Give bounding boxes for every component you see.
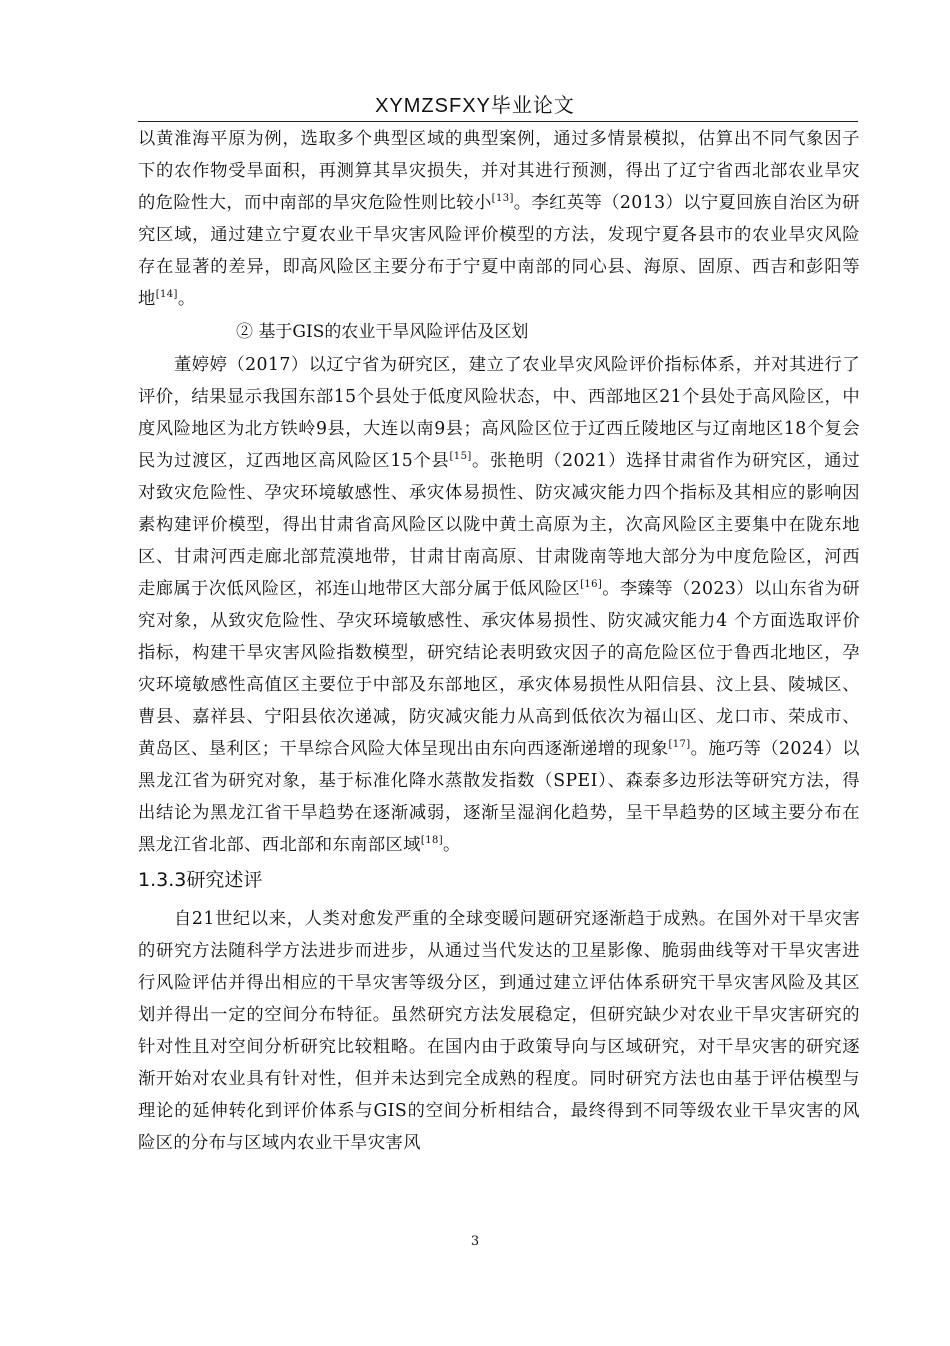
- section-number: 1.3.3: [138, 869, 187, 891]
- citation-ref: [18]: [420, 835, 444, 847]
- section-heading: [138, 863, 860, 897]
- page-body: [138, 123, 860, 1159]
- paragraph-gis-studies: [138, 349, 860, 861]
- header-divider: [138, 121, 858, 122]
- paragraph-text: 。施巧等（2024）以黑龙江省为研究对象，基于标准化降水蒸散发指数（SPEI）、森泰多边形法等研究方法，得出结论为黑龙江省干旱趋势在逐渐减弱，逐渐呈湿润化趋势，呈干旱趋势的区域主要分布在黑龙江省北部、西北部和东南部区域: [138, 739, 860, 855]
- citation-ref: [14]: [155, 289, 178, 301]
- paragraph-text: 以黄淮海平原为例，选取多个典型区域的典型案例，通过多情景模拟，估算出不同气象因子下的农作物受旱面积，再测算其旱灾损失，并对其进行预测，得出了辽宁省西北部农业旱灾的危险性大，而中南部的旱灾危险性则比较小: [138, 129, 860, 213]
- paragraph-text: 董婷婷（2017）以辽宁省为研究区，建立了农业旱灾风险评价指标体系，并对其进行了评价，结果显示我国东部15个县处于低度风险状态，中、西部地区21个县处于高风险区，中度风险地区为北方铁岭9县，大连以南9县；高风险区位于辽西丘陵地区与辽南地区18个复会民为过渡区，辽西地区高风险区15个县: [138, 355, 860, 471]
- citation-ref: [17]: [668, 739, 691, 751]
- paragraph-text: 。李红英等（2013）以宁夏回族自治区为研究区域，通过建立宁夏农业干旱灾害风险评价模型的方法，发现宁夏各县市的农业旱灾风险存在显著的差异，即高风险区主要分布于宁夏中南部的同心县、海原、固原、西吉和彭阳等地: [138, 193, 860, 309]
- header-thesis-label: 毕业论文: [490, 93, 575, 117]
- page-number: 3: [470, 1234, 480, 1249]
- citation-ref: [16]: [580, 579, 603, 591]
- paragraph-text: 。: [177, 289, 196, 309]
- section-title: 研究述评: [186, 869, 263, 891]
- paragraph-text: 。: [443, 835, 461, 855]
- citation-ref: [15]: [449, 451, 472, 463]
- subsection-heading: ② 基于GIS的农业干旱风险评估及区划: [236, 322, 529, 342]
- paragraph-continued: [138, 123, 860, 315]
- running-header: [0, 92, 950, 119]
- paragraph-review: 自21世纪以来，人类对愈发严重的全球变暖问题研究逐渐趋于成熟。在国外对干旱灾害的研究方法随科学方法进步而进步，从通过当代发达的卫星影像、脆弱曲线等对干旱灾害进行风险评估并得出相应的干旱灾害等级分区，到通过建立评估体系研究干旱灾害风险及其区划并得出一定的空间分布特征。虽然研究方法发展稳定，但研究缺少对农业干旱灾害研究的针对性且对空间分析研究比较粗略。在国内由于政策导向与区域研究，对干旱灾害的研究逐渐开始对农业具有针对性，但并未达到完全成熟的程度。同时研究方法也由基于评估模型与理论的延伸转化到评价体系与GIS的空间分析相结合，最终得到不同等级农业干旱灾害的风险区的分布与区域内农业干旱灾害风: [138, 909, 860, 1153]
- paragraph-text: 。李臻等（2023）以山东省为研究对象，从致灾危险性、孕灾环境敏感性、承灾体易损性、防灾减灾能力4 个方面选取评价指标，构建干旱灾害风险指数模型，研究结论表明致灾因子的高危险区位于鲁西北地区，孕灾环境敏感性高值区主要位于中部及东部地区，承灾体易损性从阳信县、汶上县、陵城区、曹县、嘉祥县、宁阳县依次递减，防灾减灾能力从高到低依次为福山区、龙口市、荣成市、黄岛区、垦利区；干旱综合风险大体呈现出由东向西逐渐递增的现象: [138, 579, 860, 759]
- header-school-code: XYMZSFXY: [375, 95, 491, 117]
- citation-ref: [13]: [491, 193, 514, 205]
- paragraph-text: 。张艳明（2021）选择甘肃省作为研究区，通过对致灾危险性、孕灾环境敏感性、承灾体易损性、防灾减灾能力四个指标及其相应的影响因素构建评价模型，得出甘肃省高风险区以陇中黄土高原为主，次高风险区主要集中在陇东地区、甘肃河西走廊北部荒漠地带，甘肃甘南高原、甘肃陇南等地大部分为中度危险区，河西走廊属于次低风险区，祁连山地带区大部分属于低风险区: [138, 451, 860, 599]
